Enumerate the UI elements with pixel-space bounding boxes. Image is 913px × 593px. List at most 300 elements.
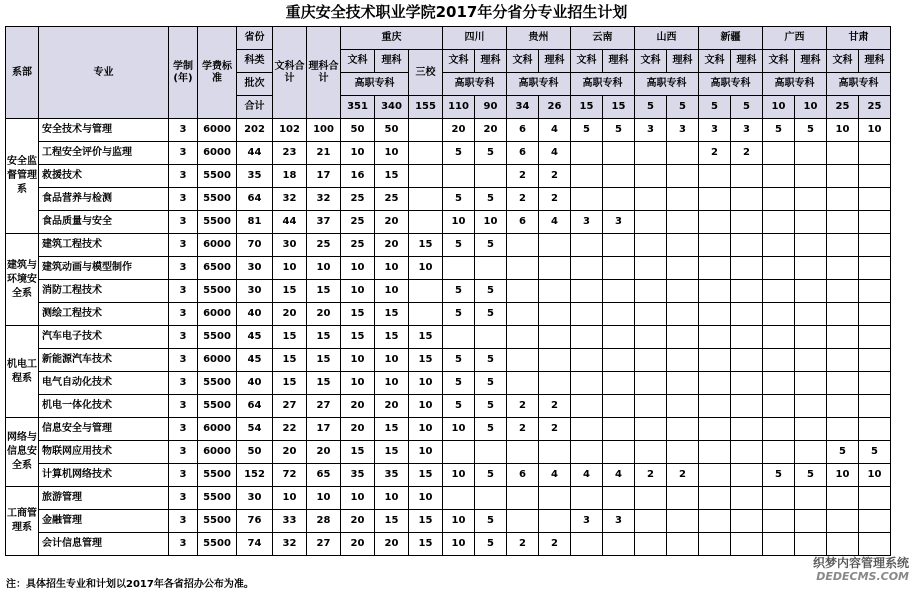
value-cell: 20 bbox=[375, 211, 409, 234]
fee-cell: 5500 bbox=[198, 165, 237, 188]
value-cell bbox=[635, 165, 667, 188]
value-cell bbox=[539, 280, 571, 303]
value-cell: 10 bbox=[409, 441, 443, 464]
value-cell: 32 bbox=[273, 188, 307, 211]
value-cell: 10 bbox=[409, 487, 443, 510]
col-header-category: 科类 bbox=[237, 50, 273, 73]
years-cell: 3 bbox=[169, 349, 198, 372]
value-cell bbox=[539, 349, 571, 372]
batch-cell: 高职专科 bbox=[443, 73, 507, 96]
watermark-url: DEDECMS.COM bbox=[816, 570, 909, 583]
value-cell bbox=[859, 510, 891, 533]
quota-cell: 25 bbox=[859, 96, 891, 119]
value-cell: 5 bbox=[443, 349, 475, 372]
table-row bbox=[6, 418, 891, 441]
value-cell: 2 bbox=[539, 395, 571, 418]
value-cell: 5 bbox=[763, 119, 795, 142]
value-cell: 64 bbox=[237, 395, 273, 418]
value-cell bbox=[635, 533, 667, 556]
fee-cell: 6000 bbox=[198, 349, 237, 372]
quota-cell: 155 bbox=[409, 96, 443, 119]
value-cell: 10 bbox=[409, 257, 443, 280]
value-cell: 10 bbox=[341, 257, 375, 280]
value-cell bbox=[635, 257, 667, 280]
footnote: 注：具体招生专业和计划以2017年各省招办公布为准。 bbox=[6, 579, 254, 590]
value-cell bbox=[795, 349, 827, 372]
table-row bbox=[6, 188, 891, 211]
category-cell: 理科 bbox=[731, 50, 763, 73]
value-cell bbox=[571, 487, 603, 510]
quota-cell: 10 bbox=[795, 96, 827, 119]
value-cell: 10 bbox=[443, 510, 475, 533]
value-cell bbox=[667, 165, 699, 188]
quota-cell: 34 bbox=[507, 96, 539, 119]
batch-cell: 高职专科 bbox=[635, 73, 699, 96]
value-cell: 72 bbox=[273, 464, 307, 487]
value-cell: 20 bbox=[375, 395, 409, 418]
value-cell bbox=[699, 464, 731, 487]
quota-cell: 5 bbox=[635, 96, 667, 119]
value-cell bbox=[795, 280, 827, 303]
fee-cell: 6000 bbox=[198, 303, 237, 326]
dept-cell: 安全监督管理系 bbox=[6, 119, 39, 234]
value-cell: 5 bbox=[443, 234, 475, 257]
value-cell: 5 bbox=[443, 280, 475, 303]
value-cell: 10 bbox=[475, 211, 507, 234]
major-cell: 电气自动化技术 bbox=[39, 372, 169, 395]
value-cell bbox=[667, 303, 699, 326]
value-cell bbox=[795, 418, 827, 441]
value-cell: 2 bbox=[507, 418, 539, 441]
value-cell bbox=[571, 326, 603, 349]
quota-cell: 351 bbox=[341, 96, 375, 119]
value-cell bbox=[699, 349, 731, 372]
value-cell bbox=[795, 326, 827, 349]
value-cell: 3 bbox=[571, 510, 603, 533]
value-cell bbox=[667, 510, 699, 533]
major-cell: 建筑动画与模型制作 bbox=[39, 257, 169, 280]
value-cell bbox=[859, 418, 891, 441]
value-cell: 10 bbox=[443, 464, 475, 487]
value-cell bbox=[507, 257, 539, 280]
watermark-text: 织梦内容管理系统 bbox=[812, 556, 909, 570]
value-cell: 10 bbox=[443, 211, 475, 234]
value-cell: 152 bbox=[237, 464, 273, 487]
value-cell: 5 bbox=[475, 234, 507, 257]
value-cell bbox=[635, 395, 667, 418]
value-cell bbox=[699, 188, 731, 211]
value-cell: 81 bbox=[237, 211, 273, 234]
value-cell: 15 bbox=[375, 418, 409, 441]
value-cell: 2 bbox=[539, 188, 571, 211]
value-cell bbox=[731, 280, 763, 303]
value-cell: 202 bbox=[237, 119, 273, 142]
value-cell: 15 bbox=[273, 280, 307, 303]
major-cell: 新能源汽车技术 bbox=[39, 349, 169, 372]
value-cell bbox=[763, 510, 795, 533]
value-cell: 5 bbox=[475, 280, 507, 303]
value-cell bbox=[731, 372, 763, 395]
major-cell: 救援技术 bbox=[39, 165, 169, 188]
value-cell bbox=[443, 165, 475, 188]
value-cell: 5 bbox=[443, 188, 475, 211]
value-cell: 30 bbox=[237, 487, 273, 510]
value-cell bbox=[699, 372, 731, 395]
years-cell: 3 bbox=[169, 372, 198, 395]
value-cell bbox=[731, 303, 763, 326]
value-cell: 25 bbox=[341, 188, 375, 211]
value-cell: 18 bbox=[273, 165, 307, 188]
value-cell: 6 bbox=[507, 119, 539, 142]
category-cell: 理科 bbox=[795, 50, 827, 73]
value-cell: 15 bbox=[307, 372, 341, 395]
years-cell: 3 bbox=[169, 395, 198, 418]
value-cell: 10 bbox=[409, 418, 443, 441]
value-cell: 10 bbox=[375, 487, 409, 510]
table-row bbox=[6, 303, 891, 326]
province-xinjiang: 新疆 bbox=[699, 27, 763, 50]
value-cell: 37 bbox=[307, 211, 341, 234]
years-cell: 3 bbox=[169, 510, 198, 533]
value-cell bbox=[731, 464, 763, 487]
value-cell bbox=[731, 257, 763, 280]
value-cell bbox=[667, 280, 699, 303]
col-header-batch: 批次 bbox=[237, 73, 273, 96]
value-cell bbox=[571, 395, 603, 418]
value-cell: 5 bbox=[475, 142, 507, 165]
value-cell: 20 bbox=[375, 234, 409, 257]
value-cell: 15 bbox=[341, 303, 375, 326]
value-cell: 50 bbox=[341, 119, 375, 142]
batch-cell: 高职专科 bbox=[571, 73, 635, 96]
value-cell bbox=[571, 257, 603, 280]
value-cell: 5 bbox=[475, 418, 507, 441]
value-cell bbox=[763, 441, 795, 464]
value-cell bbox=[731, 211, 763, 234]
value-cell bbox=[827, 257, 859, 280]
value-cell: 40 bbox=[237, 372, 273, 395]
category-cell: 文科 bbox=[443, 50, 475, 73]
value-cell bbox=[731, 533, 763, 556]
years-cell: 3 bbox=[169, 303, 198, 326]
value-cell bbox=[731, 510, 763, 533]
value-cell: 20 bbox=[341, 533, 375, 556]
value-cell bbox=[507, 234, 539, 257]
value-cell bbox=[603, 441, 635, 464]
value-cell: 15 bbox=[409, 234, 443, 257]
value-cell bbox=[635, 510, 667, 533]
value-cell bbox=[603, 326, 635, 349]
value-cell bbox=[859, 326, 891, 349]
value-cell bbox=[827, 211, 859, 234]
province-chongqing: 重庆 bbox=[341, 27, 443, 50]
value-cell bbox=[507, 487, 539, 510]
fee-cell: 6000 bbox=[198, 142, 237, 165]
value-cell bbox=[603, 280, 635, 303]
value-cell: 5 bbox=[443, 303, 475, 326]
value-cell bbox=[763, 418, 795, 441]
value-cell bbox=[763, 188, 795, 211]
category-cell: 文科 bbox=[635, 50, 667, 73]
value-cell: 76 bbox=[237, 510, 273, 533]
value-cell: 10 bbox=[443, 418, 475, 441]
value-cell bbox=[795, 142, 827, 165]
value-cell: 5 bbox=[859, 441, 891, 464]
value-cell bbox=[635, 234, 667, 257]
quota-cell: 5 bbox=[667, 96, 699, 119]
value-cell: 5 bbox=[795, 119, 827, 142]
value-cell bbox=[827, 395, 859, 418]
value-cell: 40 bbox=[237, 303, 273, 326]
value-cell bbox=[699, 257, 731, 280]
value-cell bbox=[731, 165, 763, 188]
years-cell: 3 bbox=[169, 418, 198, 441]
major-cell: 食品营养与检测 bbox=[39, 188, 169, 211]
value-cell: 2 bbox=[507, 188, 539, 211]
value-cell bbox=[507, 441, 539, 464]
province-gansu: 甘肃 bbox=[827, 27, 891, 50]
value-cell bbox=[731, 441, 763, 464]
value-cell bbox=[539, 326, 571, 349]
fee-cell: 5500 bbox=[198, 326, 237, 349]
value-cell bbox=[603, 395, 635, 418]
fee-cell: 5500 bbox=[198, 395, 237, 418]
col-header-subtotal: 合计 bbox=[237, 96, 273, 119]
value-cell bbox=[667, 372, 699, 395]
quota-cell: 15 bbox=[571, 96, 603, 119]
dept-cell: 网络与信息安全系 bbox=[6, 418, 39, 487]
value-cell bbox=[635, 280, 667, 303]
table-row bbox=[6, 165, 891, 188]
value-cell: 5 bbox=[827, 441, 859, 464]
value-cell: 2 bbox=[507, 395, 539, 418]
years-cell: 3 bbox=[169, 165, 198, 188]
value-cell: 33 bbox=[273, 510, 307, 533]
value-cell: 5 bbox=[475, 395, 507, 418]
value-cell bbox=[667, 395, 699, 418]
value-cell bbox=[795, 234, 827, 257]
fee-cell: 5500 bbox=[198, 280, 237, 303]
value-cell: 10 bbox=[375, 142, 409, 165]
value-cell: 5 bbox=[475, 464, 507, 487]
major-cell: 机电一体化技术 bbox=[39, 395, 169, 418]
value-cell: 27 bbox=[273, 395, 307, 418]
fee-cell: 6000 bbox=[198, 234, 237, 257]
value-cell bbox=[699, 487, 731, 510]
watermark bbox=[813, 556, 909, 584]
value-cell bbox=[603, 533, 635, 556]
value-cell bbox=[731, 487, 763, 510]
major-cell: 建筑工程技术 bbox=[39, 234, 169, 257]
value-cell: 45 bbox=[237, 349, 273, 372]
value-cell bbox=[699, 280, 731, 303]
value-cell bbox=[795, 211, 827, 234]
value-cell: 70 bbox=[237, 234, 273, 257]
years-cell: 3 bbox=[169, 234, 198, 257]
value-cell bbox=[699, 441, 731, 464]
major-cell: 旅游管理 bbox=[39, 487, 169, 510]
value-cell: 54 bbox=[237, 418, 273, 441]
value-cell: 4 bbox=[539, 464, 571, 487]
table-row bbox=[6, 510, 891, 533]
value-cell bbox=[731, 418, 763, 441]
value-cell: 25 bbox=[341, 211, 375, 234]
quota-cell: 26 bbox=[539, 96, 571, 119]
value-cell bbox=[795, 188, 827, 211]
value-cell bbox=[667, 188, 699, 211]
value-cell: 5 bbox=[443, 142, 475, 165]
quota-cell: 25 bbox=[827, 96, 859, 119]
value-cell bbox=[539, 372, 571, 395]
value-cell bbox=[409, 165, 443, 188]
value-cell: 2 bbox=[539, 165, 571, 188]
table-row bbox=[6, 395, 891, 418]
value-cell bbox=[635, 211, 667, 234]
fee-cell: 5500 bbox=[198, 533, 237, 556]
value-cell: 4 bbox=[539, 119, 571, 142]
category-cell: 理科 bbox=[375, 50, 409, 73]
value-cell bbox=[571, 418, 603, 441]
value-cell: 15 bbox=[307, 326, 341, 349]
value-cell bbox=[859, 303, 891, 326]
dept-cell: 建筑与环境安全系 bbox=[6, 234, 39, 326]
table-row bbox=[6, 349, 891, 372]
value-cell bbox=[699, 533, 731, 556]
value-cell bbox=[699, 510, 731, 533]
table-row bbox=[6, 142, 891, 165]
value-cell bbox=[475, 165, 507, 188]
value-cell bbox=[635, 142, 667, 165]
value-cell: 10 bbox=[859, 464, 891, 487]
value-cell: 5 bbox=[443, 372, 475, 395]
value-cell bbox=[507, 349, 539, 372]
value-cell bbox=[731, 188, 763, 211]
dept-cell: 机电工程系 bbox=[6, 326, 39, 418]
value-cell: 2 bbox=[539, 418, 571, 441]
value-cell bbox=[571, 441, 603, 464]
years-cell: 3 bbox=[169, 211, 198, 234]
value-cell bbox=[795, 257, 827, 280]
value-cell: 100 bbox=[307, 119, 341, 142]
value-cell bbox=[539, 510, 571, 533]
value-cell: 5 bbox=[475, 188, 507, 211]
value-cell bbox=[571, 188, 603, 211]
value-cell bbox=[409, 211, 443, 234]
years-cell: 3 bbox=[169, 142, 198, 165]
category-cell: 文科 bbox=[699, 50, 731, 73]
value-cell: 10 bbox=[827, 464, 859, 487]
value-cell bbox=[827, 303, 859, 326]
batch-cell: 高职专科 bbox=[507, 73, 571, 96]
value-cell bbox=[859, 395, 891, 418]
table-row bbox=[6, 257, 891, 280]
major-cell: 安全技术与管理 bbox=[39, 119, 169, 142]
value-cell bbox=[763, 395, 795, 418]
value-cell bbox=[507, 372, 539, 395]
value-cell bbox=[571, 303, 603, 326]
value-cell: 30 bbox=[237, 280, 273, 303]
value-cell: 5 bbox=[475, 372, 507, 395]
value-cell: 50 bbox=[375, 119, 409, 142]
years-cell: 3 bbox=[169, 464, 198, 487]
value-cell: 15 bbox=[409, 510, 443, 533]
category-cell: 文科 bbox=[507, 50, 539, 73]
value-cell bbox=[859, 142, 891, 165]
value-cell bbox=[827, 234, 859, 257]
value-cell bbox=[763, 257, 795, 280]
value-cell bbox=[795, 441, 827, 464]
value-cell: 15 bbox=[375, 303, 409, 326]
value-cell bbox=[571, 533, 603, 556]
page-title: 重庆安全技术职业学院2017年分省分专业招生计划 bbox=[285, 3, 628, 21]
years-cell: 3 bbox=[169, 119, 198, 142]
fee-cell: 6000 bbox=[198, 418, 237, 441]
header-row-1 bbox=[6, 27, 891, 50]
value-cell: 3 bbox=[667, 119, 699, 142]
value-cell: 32 bbox=[273, 533, 307, 556]
value-cell bbox=[795, 487, 827, 510]
major-cell: 测绘工程技术 bbox=[39, 303, 169, 326]
value-cell bbox=[635, 326, 667, 349]
value-cell bbox=[667, 234, 699, 257]
value-cell: 3 bbox=[699, 119, 731, 142]
table-row bbox=[6, 234, 891, 257]
value-cell bbox=[635, 372, 667, 395]
value-cell: 5 bbox=[475, 533, 507, 556]
value-cell: 35 bbox=[375, 464, 409, 487]
value-cell: 10 bbox=[341, 280, 375, 303]
value-cell: 30 bbox=[273, 234, 307, 257]
years-cell: 3 bbox=[169, 441, 198, 464]
fee-cell: 6500 bbox=[198, 257, 237, 280]
value-cell bbox=[571, 280, 603, 303]
value-cell bbox=[667, 418, 699, 441]
value-cell bbox=[603, 303, 635, 326]
table-row bbox=[6, 487, 891, 510]
quota-cell: 5 bbox=[731, 96, 763, 119]
table-row bbox=[6, 372, 891, 395]
value-cell bbox=[635, 188, 667, 211]
value-cell: 3 bbox=[571, 211, 603, 234]
value-cell bbox=[539, 257, 571, 280]
value-cell: 4 bbox=[603, 464, 635, 487]
value-cell: 102 bbox=[273, 119, 307, 142]
value-cell: 20 bbox=[307, 441, 341, 464]
value-cell: 10 bbox=[409, 372, 443, 395]
value-cell bbox=[731, 395, 763, 418]
value-cell bbox=[667, 349, 699, 372]
fee-cell: 5500 bbox=[198, 188, 237, 211]
value-cell: 5 bbox=[603, 119, 635, 142]
value-cell: 5 bbox=[443, 395, 475, 418]
category-cell: 理科 bbox=[475, 50, 507, 73]
value-cell: 22 bbox=[273, 418, 307, 441]
value-cell bbox=[827, 326, 859, 349]
value-cell bbox=[699, 234, 731, 257]
value-cell: 5 bbox=[475, 510, 507, 533]
col-header-major: 专业 bbox=[39, 27, 169, 119]
value-cell: 10 bbox=[273, 257, 307, 280]
table-row bbox=[6, 211, 891, 234]
value-cell: 3 bbox=[635, 119, 667, 142]
value-cell bbox=[443, 257, 475, 280]
value-cell bbox=[539, 487, 571, 510]
value-cell bbox=[763, 142, 795, 165]
fee-cell: 5500 bbox=[198, 464, 237, 487]
batch-cell: 高职专科 bbox=[827, 73, 891, 96]
value-cell bbox=[827, 165, 859, 188]
batch-cell: 高职专科 bbox=[699, 73, 763, 96]
